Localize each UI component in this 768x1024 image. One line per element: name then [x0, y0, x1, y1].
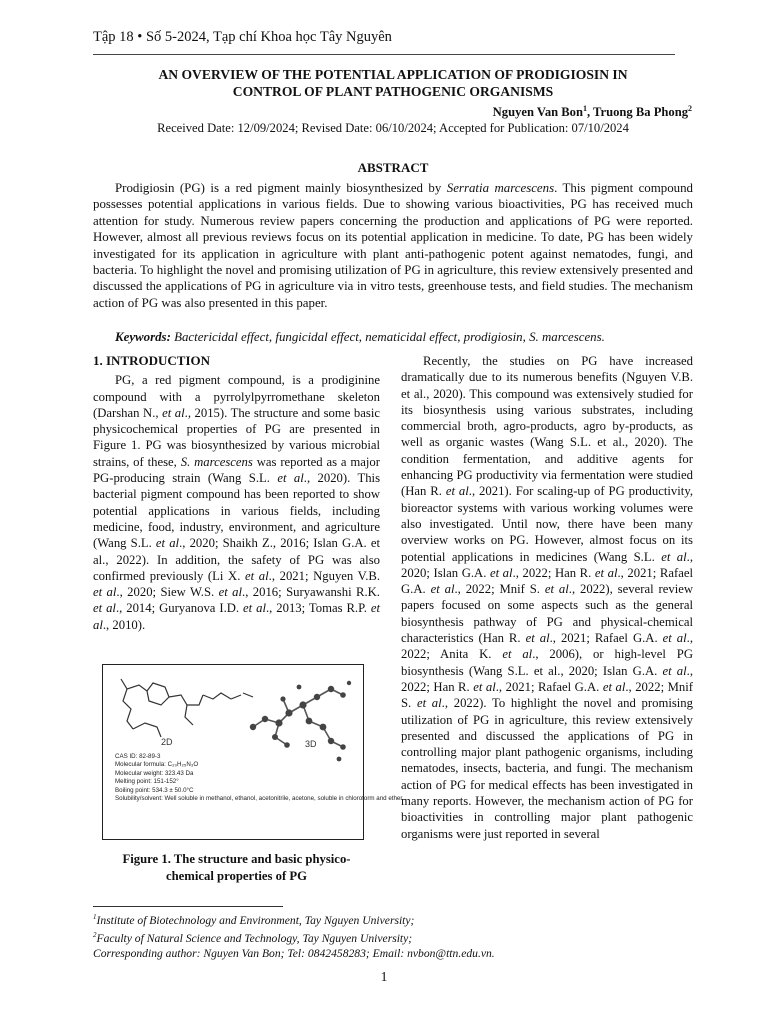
- title-line-2: CONTROL OF PLANT PATHOGENIC ORGANISMS: [232, 84, 554, 99]
- italic-text-segment: et al: [430, 582, 455, 597]
- label-2d: 2D: [161, 737, 173, 747]
- text-segment: ., 2022; Mnif S.: [401, 679, 693, 711]
- footnote-text: Institute of Biotechnology and Environment, Tay Nguyen University;: [96, 913, 415, 927]
- italic-text-segment: et al: [162, 405, 185, 420]
- footnote-corresponding-author: Corresponding author: Nguyen Van Bon; Tel: 0842458283; Email: nvbon@ttn.edu.vn.: [93, 946, 495, 960]
- text-segment: was reported as a major PG-producing strain (Wang S.L.: [93, 454, 381, 486]
- italic-text-segment: et al: [489, 565, 513, 580]
- text-segment: ., 2006), or high-level PG biosynthesis (Wang S.L. et al., 2020; Islan G.A.: [401, 647, 693, 678]
- intro-paragraph-right: [401, 353, 693, 842]
- italic-text-segment: et al: [245, 568, 269, 583]
- label-3d: 3D: [305, 739, 317, 749]
- keywords-label: Keywords:: [115, 330, 171, 344]
- abstract-text-part: . This pigment compound possesses potential applications in various fields. Due to showing various bioactivities, PG has received much attention for study. Numerous review papers concerning the production and applications of PG were reported. However, almost all previous reviews focus on its potential application in medicine. To date, PG has been widely investigated for its application in agriculture with plant anti-pathogenic potent against nematodes, fungi, and bacteria. To highlight the novel and promising utilization of PG in agriculture, this review extensively presented and discussed the applications of PG in agriculture via in vitro tests, greenhouse tests, and field studies. The mechanism action of PG was also presented in this paper.: [93, 181, 694, 310]
- affiliation-marker: 2: [688, 104, 692, 113]
- affiliation-marker: 1: [582, 104, 587, 113]
- keywords: [93, 330, 693, 345]
- structure-3d-atoms: [250, 681, 351, 762]
- italic-text-segment: et al: [218, 585, 243, 600]
- italic-text-segment: et al: [243, 601, 266, 616]
- abstract-heading: ABSTRACT: [357, 160, 429, 175]
- italic-text-segment: et al: [155, 536, 180, 551]
- section-heading: 1. INTRODUCTION: [93, 353, 211, 368]
- text-segment: ., 2022), several review papers focused on some aspects such as the general biosynthesis pathway of PG and physical-chemical characteristics (Han R.: [401, 582, 694, 646]
- abstract-text-part: Prodigiosin (PG) is a red pigment mainly biosynthesized by: [115, 181, 447, 195]
- text-segment: ., 2020; Islan G.A.: [401, 549, 693, 580]
- italic-text-segment: et al: [661, 549, 687, 564]
- italic-text-segment: et al: [473, 679, 496, 694]
- abstract-text: [93, 180, 693, 311]
- property-formula: Molecular formula: C₂₀H₂₅N₃O: [115, 761, 199, 769]
- text-segment: ., 2021). For scaling-up of PG productivity, bioreactor systems with various working volumes were also investigated. Until now, there have been many overview works on PG. However, almost focus on its potential applications in medicines (Wang S.L.: [401, 484, 694, 564]
- footnote-affiliation-1: [93, 910, 693, 928]
- italic-text-segment: et al: [602, 679, 626, 694]
- article-title: [93, 66, 693, 100]
- text-segment: ., 2020; Siew W.S.: [116, 585, 219, 600]
- left-column: [93, 353, 380, 633]
- figure-caption: [93, 851, 380, 885]
- author-name: Nguyen Van Bon: [492, 105, 583, 120]
- italic-text-segment: et al: [416, 696, 442, 711]
- text-segment: ., 2020). This bacterial pigment compound has been reported to show potential applications in various fields, including medicine, food, industry, environment, and agriculture (Wang S.L.: [93, 471, 381, 551]
- italic-text-segment: et al: [445, 484, 469, 499]
- header-rule: [93, 54, 675, 55]
- italic-text-segment: et al: [93, 601, 116, 616]
- italic-text-segment: et al: [544, 582, 569, 597]
- text-segment: ., 2021; Nguyen V.B.: [268, 568, 380, 583]
- italic-text-segment: et al: [594, 565, 618, 580]
- text-segment: ., 2022). To highlight the novel and promising utilization of PG in agriculture, this review extensively presented and discussed the applications of PG in controlling major plant pathogenic organisms, including nematodes, insects, bacteria, and fungi. The mechanism action of PG for medical effects has been investigated in many reports. However, the mechanism action of PG for bioactivities in controlling major plant pathogenic organisms were just reported in several: [401, 696, 693, 841]
- italic-text-segment: et al: [277, 471, 304, 486]
- author-list: [493, 104, 692, 120]
- text-segment: ., 2022; Han R.: [512, 565, 595, 580]
- italic-text-segment: et al: [93, 601, 380, 632]
- footnote-rule: [93, 906, 283, 907]
- text-segment: ., 2022; Mnif S.: [454, 582, 545, 597]
- running-header: Tập 18 • Số 5-2024, Tạp chí Khoa học Tây Nguyên: [93, 29, 392, 45]
- text-segment: ., 2021; Rafael G.A.: [401, 565, 693, 597]
- italic-text-segment: et al: [93, 585, 117, 600]
- text-segment: ., 2022; Han R.: [401, 663, 694, 694]
- footnotes: [93, 910, 693, 961]
- property-boiling-point: Boiling point: 534.3 ± 50.0°C: [115, 786, 194, 794]
- property-melting-point: Melting point: 151-152°: [115, 778, 179, 786]
- text-segment: ., 2021; Rafael G.A.: [549, 631, 663, 646]
- caption-line-1: Figure 1. The structure and basic physico-: [122, 852, 351, 866]
- text-segment: ., 2014; Guryanova I.D.: [115, 601, 244, 616]
- footnote-text: Faculty of Natural Science and Technology, Tay Nguyen University;: [96, 932, 413, 946]
- text-segment: ., 2010).: [102, 617, 146, 632]
- title-line-1: AN OVERVIEW OF THE POTENTIAL APPLICATION OF PRODIGIOSIN IN: [158, 67, 628, 82]
- italic-text-segment: et al: [525, 631, 550, 646]
- structure-2d: [121, 679, 253, 737]
- figure-1: [102, 664, 403, 840]
- footnote-marker: 1: [93, 913, 97, 921]
- page-number: 1: [380, 969, 388, 984]
- right-column: [401, 353, 693, 842]
- italic-text-segment: et al: [502, 647, 533, 662]
- text-segment: ., 2015). The structure and some basic physicochemical properties of PG are presented in Figure 1. PG was biosynthesized by various microbial strains, of these,: [93, 405, 380, 469]
- property-weight: Molecular weight: 323.43 Da: [115, 769, 194, 777]
- caption-line-2: chemical properties of PG: [165, 869, 308, 883]
- text-segment: ., 2022; Anita K.: [401, 631, 693, 662]
- text-segment: PG, a red pigment compound, is a prodiginine compound with a pyrrolylpyrromethane skeleton (Darshan N.,: [93, 373, 380, 420]
- molecule-structure-drawing: [103, 665, 403, 839]
- italic-text-segment: et al: [662, 631, 687, 646]
- footnote-affiliation-2: [93, 928, 693, 946]
- italic-text-segment: S. marcescens: [180, 454, 253, 469]
- publication-dates: Received Date: 12/09/2024; Revised Date: 06/10/2024; Accepted for Publication: 07/10/2024: [157, 121, 629, 135]
- text-segment: ., 2016; Suryawanshi R.K.: [242, 585, 380, 600]
- italic-text-segment: et al: [662, 663, 687, 678]
- author-separator: ,: [586, 105, 594, 120]
- text-segment: ., 2020; Shaikh Z., 2016; Islan G.A. et al., 2022). In addition, the safety of PG was also confirmed previously (Li X.: [93, 536, 380, 583]
- text-segment: ., 2013; Tomas R.P.: [266, 601, 371, 616]
- property-cas: CAS ID: 82-89-3: [115, 753, 161, 760]
- text-segment: Recently, the studies on PG have increased dramatically due to its numerous benefits (Nguyen V.B. et al., 2020). This compound was extensively studied for its biosynthesis using various substrates, including commercial broth, agro-products, agro by-products, as well as organic wastes (Wang S.L. et al., 2020). The condition fermentation, and additive agents for enhancing PG productivity via fermentation were studied (Han R.: [401, 354, 693, 499]
- compound-properties: [115, 753, 403, 803]
- property-solubility: Solubility/solvent: Well soluble in methanol, ethanol, acetonitrile, acetone, soluble in chloroform and ether: [115, 795, 403, 803]
- intro-paragraph-left: [93, 372, 380, 633]
- keywords-text: Bactericidal effect, fungicidal effect, nematicidal effect, prodigiosin, S. marcescens.: [170, 330, 605, 344]
- author-name: Truong Ba Phong: [593, 105, 688, 120]
- species-name: Serratia marcescens: [446, 181, 555, 195]
- footnote-marker: 2: [93, 931, 97, 940]
- text-segment: ., 2021; Rafael G.A.: [495, 679, 603, 694]
